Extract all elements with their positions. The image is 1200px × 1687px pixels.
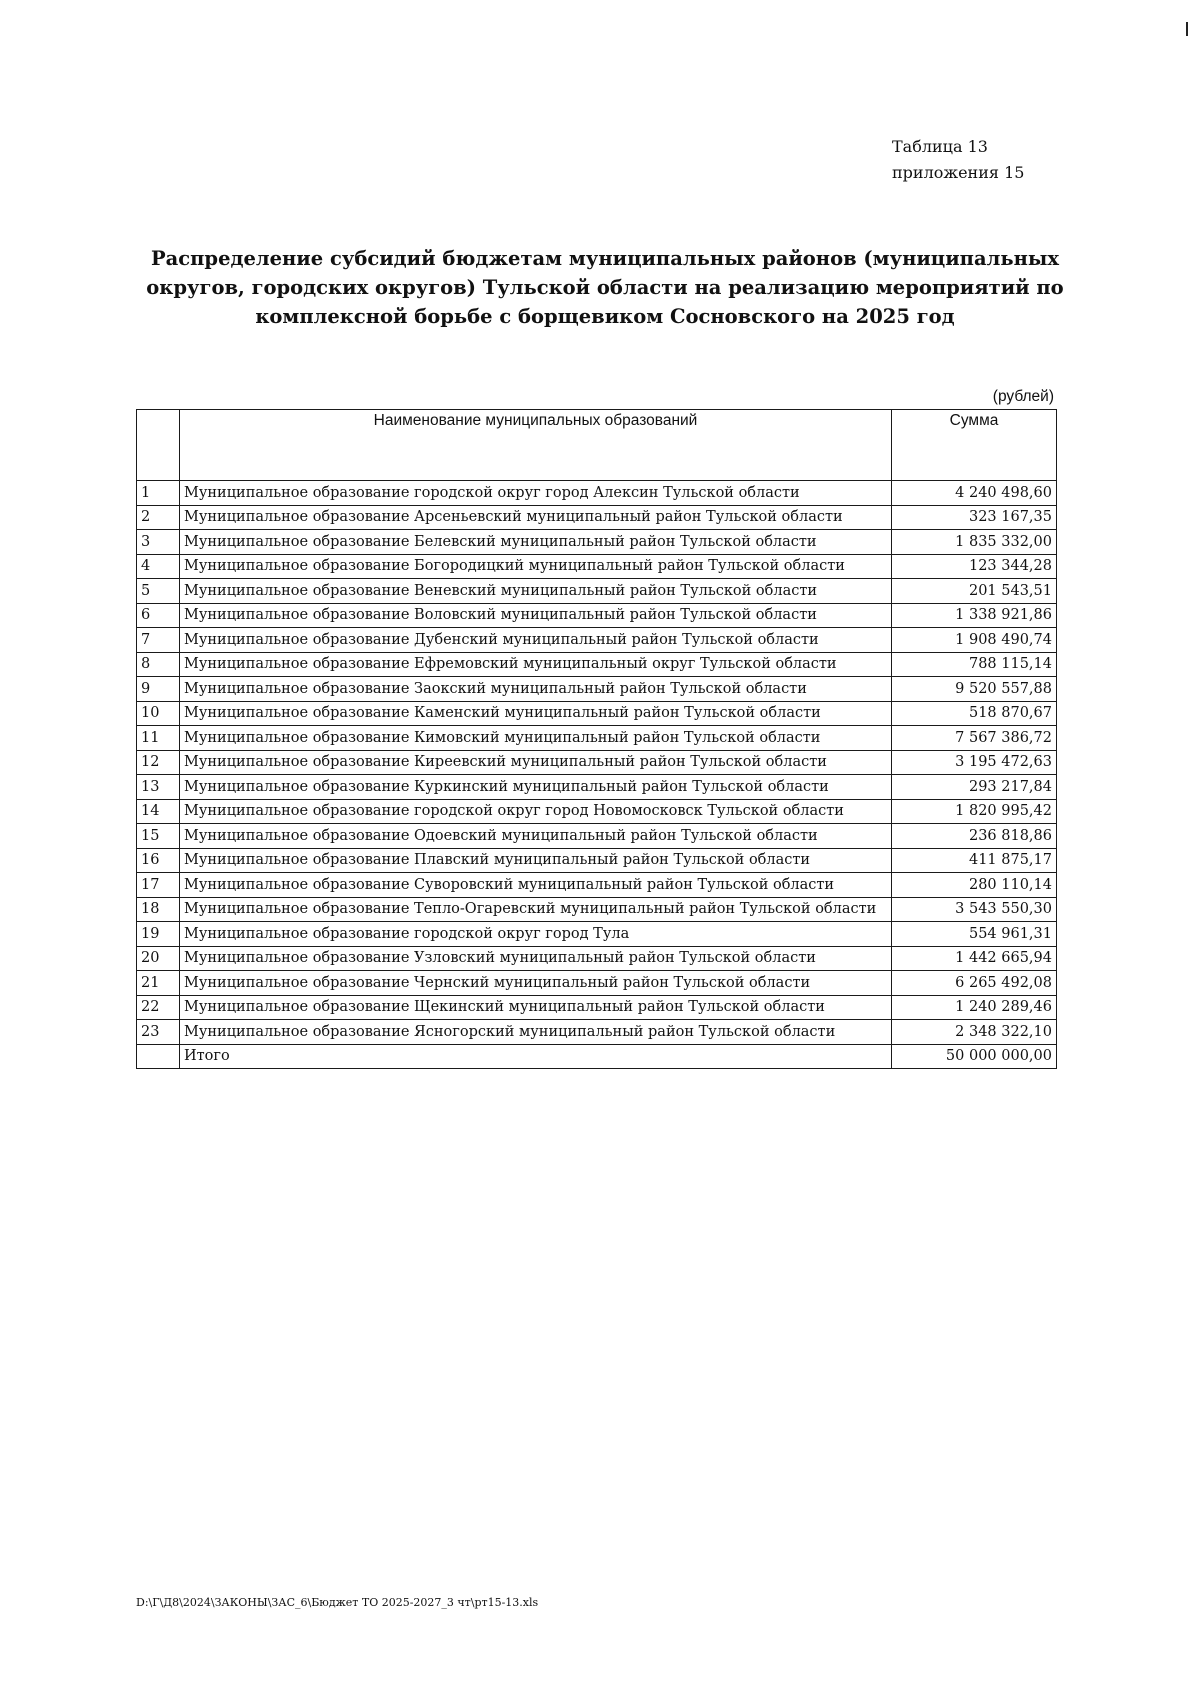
table-row [137,505,1057,530]
row-name: Муниципальное образование городской округ город Тула [180,922,892,947]
table-row [137,628,1057,653]
table-body [137,481,1057,1045]
row-name: Муниципальное образование Дубенский муниципальный район Тульской области [180,628,892,653]
table-row [137,897,1057,922]
row-number: 1 [137,481,180,506]
row-number: 18 [137,897,180,922]
row-sum: 411 875,17 [892,848,1057,873]
row-number: 10 [137,701,180,726]
row-number: 20 [137,946,180,971]
row-sum: 1 338 921,86 [892,603,1057,628]
row-number: 6 [137,603,180,628]
row-number: 19 [137,922,180,947]
table-row [137,677,1057,702]
table-row [137,873,1057,898]
total-sum: 50 000 000,00 [892,1044,1057,1069]
total-row [137,1044,1057,1069]
row-number: 3 [137,530,180,555]
row-number: 17 [137,873,180,898]
row-sum: 6 265 492,08 [892,971,1057,996]
page-edge-mark [1186,22,1188,36]
header-number-cell [137,410,180,481]
row-name: Муниципальное образование Арсеньевский муниципальный район Тульской области [180,505,892,530]
subsidy-table [136,409,1057,1069]
table-row [137,530,1057,555]
table-reference [892,134,1024,186]
table-row [137,824,1057,849]
table-row [137,775,1057,800]
table-row [137,652,1057,677]
table-row [137,701,1057,726]
row-sum: 1 908 490,74 [892,628,1057,653]
row-name: Муниципальное образование Суворовский муниципальный район Тульской области [180,873,892,898]
units-label: (рублей) [992,388,1054,405]
row-sum: 9 520 557,88 [892,677,1057,702]
row-sum: 7 567 386,72 [892,726,1057,751]
row-name: Муниципальное образование Плавский муниципальный район Тульской области [180,848,892,873]
row-number: 16 [137,848,180,873]
table-row [137,750,1057,775]
row-sum: 1 240 289,46 [892,995,1057,1020]
row-sum: 3 195 472,63 [892,750,1057,775]
row-name: Муниципальное образование городской округ город Алексин Тульской области [180,481,892,506]
row-name: Муниципальное образование Тепло-Огаревский муниципальный район Тульской области [180,897,892,922]
row-name: Муниципальное образование Киреевский муниципальный район Тульской области [180,750,892,775]
total-number-cell [137,1044,180,1069]
row-sum: 3 543 550,30 [892,897,1057,922]
row-number: 21 [137,971,180,996]
table-header-row [137,410,1057,481]
file-path: D:\Г\Д8\2024\ЗАКОНЫ\ЗАС_6\Бюджет ТО 2025-2027_3 чт\рт15-13.xls [136,1596,539,1609]
table-row [137,971,1057,996]
row-sum: 280 110,14 [892,873,1057,898]
row-sum: 293 217,84 [892,775,1057,800]
row-name: Муниципальное образование Богородицкий муниципальный район Тульской области [180,554,892,579]
row-name: Муниципальное образование Заокский муниципальный район Тульской области [180,677,892,702]
row-sum: 123 344,28 [892,554,1057,579]
row-sum: 1 442 665,94 [892,946,1057,971]
row-number: 11 [137,726,180,751]
row-sum: 1 820 995,42 [892,799,1057,824]
row-name: Муниципальное образование Куркинский муниципальный район Тульской области [180,775,892,800]
appendix-label: приложения 15 [892,163,1025,182]
table-row [137,579,1057,604]
row-sum: 4 240 498,60 [892,481,1057,506]
row-name: Муниципальное образование Воловский муниципальный район Тульской области [180,603,892,628]
table-row [137,995,1057,1020]
row-name: Муниципальное образование Одоевский муниципальный район Тульской области [180,824,892,849]
row-name: Муниципальное образование Ефремовский муниципальный округ Тульской области [180,652,892,677]
header-name-cell: Наименование муниципальных образований [180,410,892,481]
row-name: Муниципальное образование Чернский муниципальный район Тульской области [180,971,892,996]
row-sum: 201 543,51 [892,579,1057,604]
row-number: 13 [137,775,180,800]
row-name: Муниципальное образование Белевский муниципальный район Тульской области [180,530,892,555]
row-number: 15 [137,824,180,849]
row-name: Муниципальное образование Кимовский муниципальный район Тульской области [180,726,892,751]
row-name: Муниципальное образование Щекинский муниципальный район Тульской области [180,995,892,1020]
row-number: 22 [137,995,180,1020]
row-name: Муниципальное образование Ясногорский муниципальный район Тульской области [180,1020,892,1045]
table-row [137,1020,1057,1045]
row-number: 14 [137,799,180,824]
header-sum-cell: Сумма [892,410,1057,481]
row-name: Муниципальное образование Каменский муниципальный район Тульской области [180,701,892,726]
total-label: Итого [180,1044,892,1069]
row-number: 4 [137,554,180,579]
table-row [137,603,1057,628]
table-row [137,726,1057,751]
row-name: Муниципальное образование Веневский муниципальный район Тульской области [180,579,892,604]
table-row [137,799,1057,824]
table-row [137,922,1057,947]
table-label: Таблица 13 [892,137,988,156]
document-title: Распределение субсидий бюджетам муниципальных районов (муниципальных округов, городских округов) Тульской области на реализацию мероприятий по комплексной борьбе с борщевиком Сосновского на 2025 год [146,247,1064,328]
table-row [137,481,1057,506]
row-number: 8 [137,652,180,677]
row-number: 9 [137,677,180,702]
table-row [137,848,1057,873]
row-number: 7 [137,628,180,653]
row-number: 5 [137,579,180,604]
row-number: 2 [137,505,180,530]
row-number: 23 [137,1020,180,1045]
row-sum: 323 167,35 [892,505,1057,530]
row-sum: 1 835 332,00 [892,530,1057,555]
row-number: 12 [137,750,180,775]
row-sum: 518 870,67 [892,701,1057,726]
table-row [137,946,1057,971]
row-sum: 554 961,31 [892,922,1057,947]
table-row [137,554,1057,579]
row-name: Муниципальное образование Узловский муниципальный район Тульской области [180,946,892,971]
row-sum: 236 818,86 [892,824,1057,849]
row-sum: 2 348 322,10 [892,1020,1057,1045]
row-sum: 788 115,14 [892,652,1057,677]
row-name: Муниципальное образование городской округ город Новомосковск Тульской области [180,799,892,824]
